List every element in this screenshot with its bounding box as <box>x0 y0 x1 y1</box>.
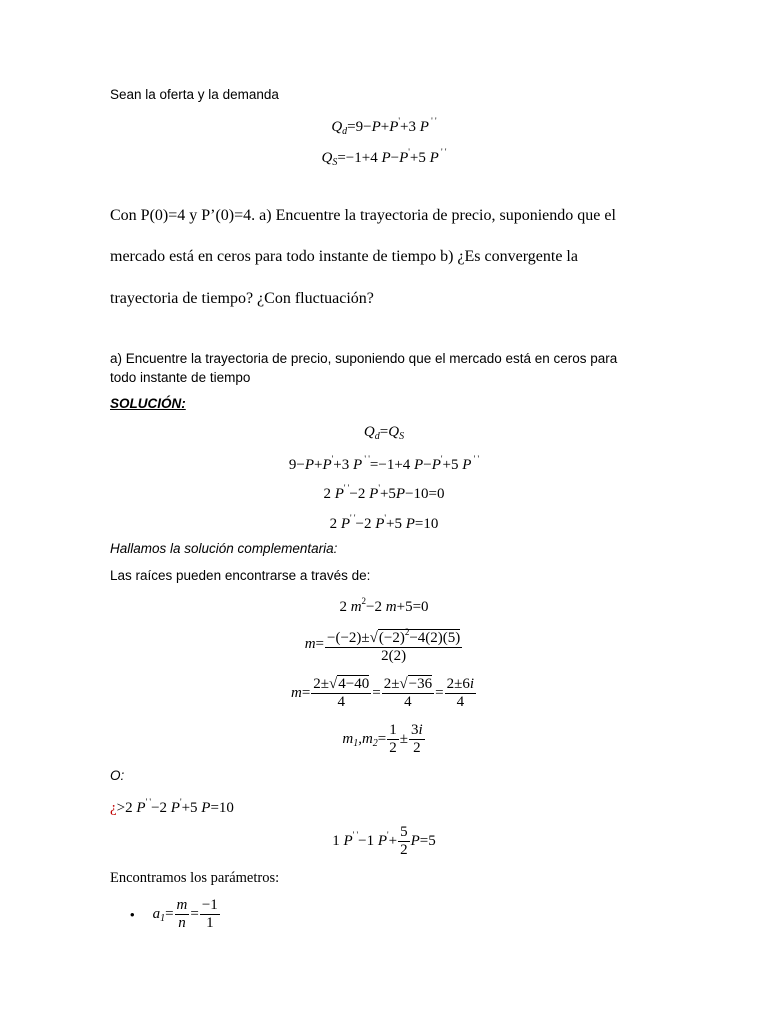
roots-evaluated: m= $\frac{2\pm√4-40}{4}$ = $\frac{2\pm√-36}{4}$ = $\frac{2\pm 6i}{4}$ <box>290 676 475 710</box>
equation-simplified-2: 2 P' '−2 P'+5 P=10 <box>329 513 439 532</box>
problem-line-1: Con P(0)=4 y P’(0)=4. a) Encuentre la trayectoria de precio, suponiendo que el <box>110 207 616 224</box>
equation-expanded: 9−P+P'+3 P ' '=−1+4 P−P'+5 P ' ' <box>288 454 480 473</box>
equation-with-marker: ¿>2 P' '−2 P'+5 P=10 <box>110 797 234 816</box>
red-marker: ¿ <box>110 800 117 816</box>
problem-line-3: trayectoria de tiempo? ¿Con fluctuación? <box>110 290 374 307</box>
complementary-label: Hallamos la solución complementaria: <box>110 541 338 556</box>
part-a-line-2: todo instante de tiempo <box>110 370 251 385</box>
roots-label: Las raíces pueden encontrarse a través de: <box>110 568 371 583</box>
bullet-icon: • <box>130 906 135 922</box>
problem-line-2: mercado está en ceros para todo instante de tiempo b) ¿Es convergente la <box>110 248 578 265</box>
characteristic-equation: 2 $m^2-2$ m+5=0 <box>339 596 429 615</box>
equation-qs: $Q_S=-1+4$ P−P'+5 P ' ' <box>321 147 447 168</box>
quadratic-formula: m= $\frac{-(-2)\pm√(-2)^2-4(2)(5)}{2(2)}$ <box>0 624 768 665</box>
equation-normalized: 1 P' '−1 P'+ $\frac{5}{2}$ P=5 <box>332 824 436 858</box>
param-list-item: • $a_1=$ $\frac{m}{n}$ = $\frac{-1}{1}$ <box>130 897 218 931</box>
equation-qd: $Q_d=9-P+P'+3$ P ' ' <box>331 116 437 137</box>
intro-text: Sean la oferta y la demanda <box>110 87 279 102</box>
roots-result: $m_1,m_2=$ $\frac{1}{2}$ ± $\frac{3i}{2}$ <box>342 722 423 756</box>
o-label: O: <box>110 768 125 783</box>
equation-simplified-1: 2 P' '−2 P'+5P−10=0 <box>323 483 445 502</box>
part-a-line-1: a) Encuentre la trayectoria de precio, suponiendo que el mercado está en ceros para <box>110 351 618 366</box>
params-label: Encontramos los parámetros: <box>110 870 280 886</box>
equation-equilibrium: $Q_d=Q_S$ <box>363 424 405 442</box>
solution-label: SOLUCIÓN: <box>110 396 186 411</box>
